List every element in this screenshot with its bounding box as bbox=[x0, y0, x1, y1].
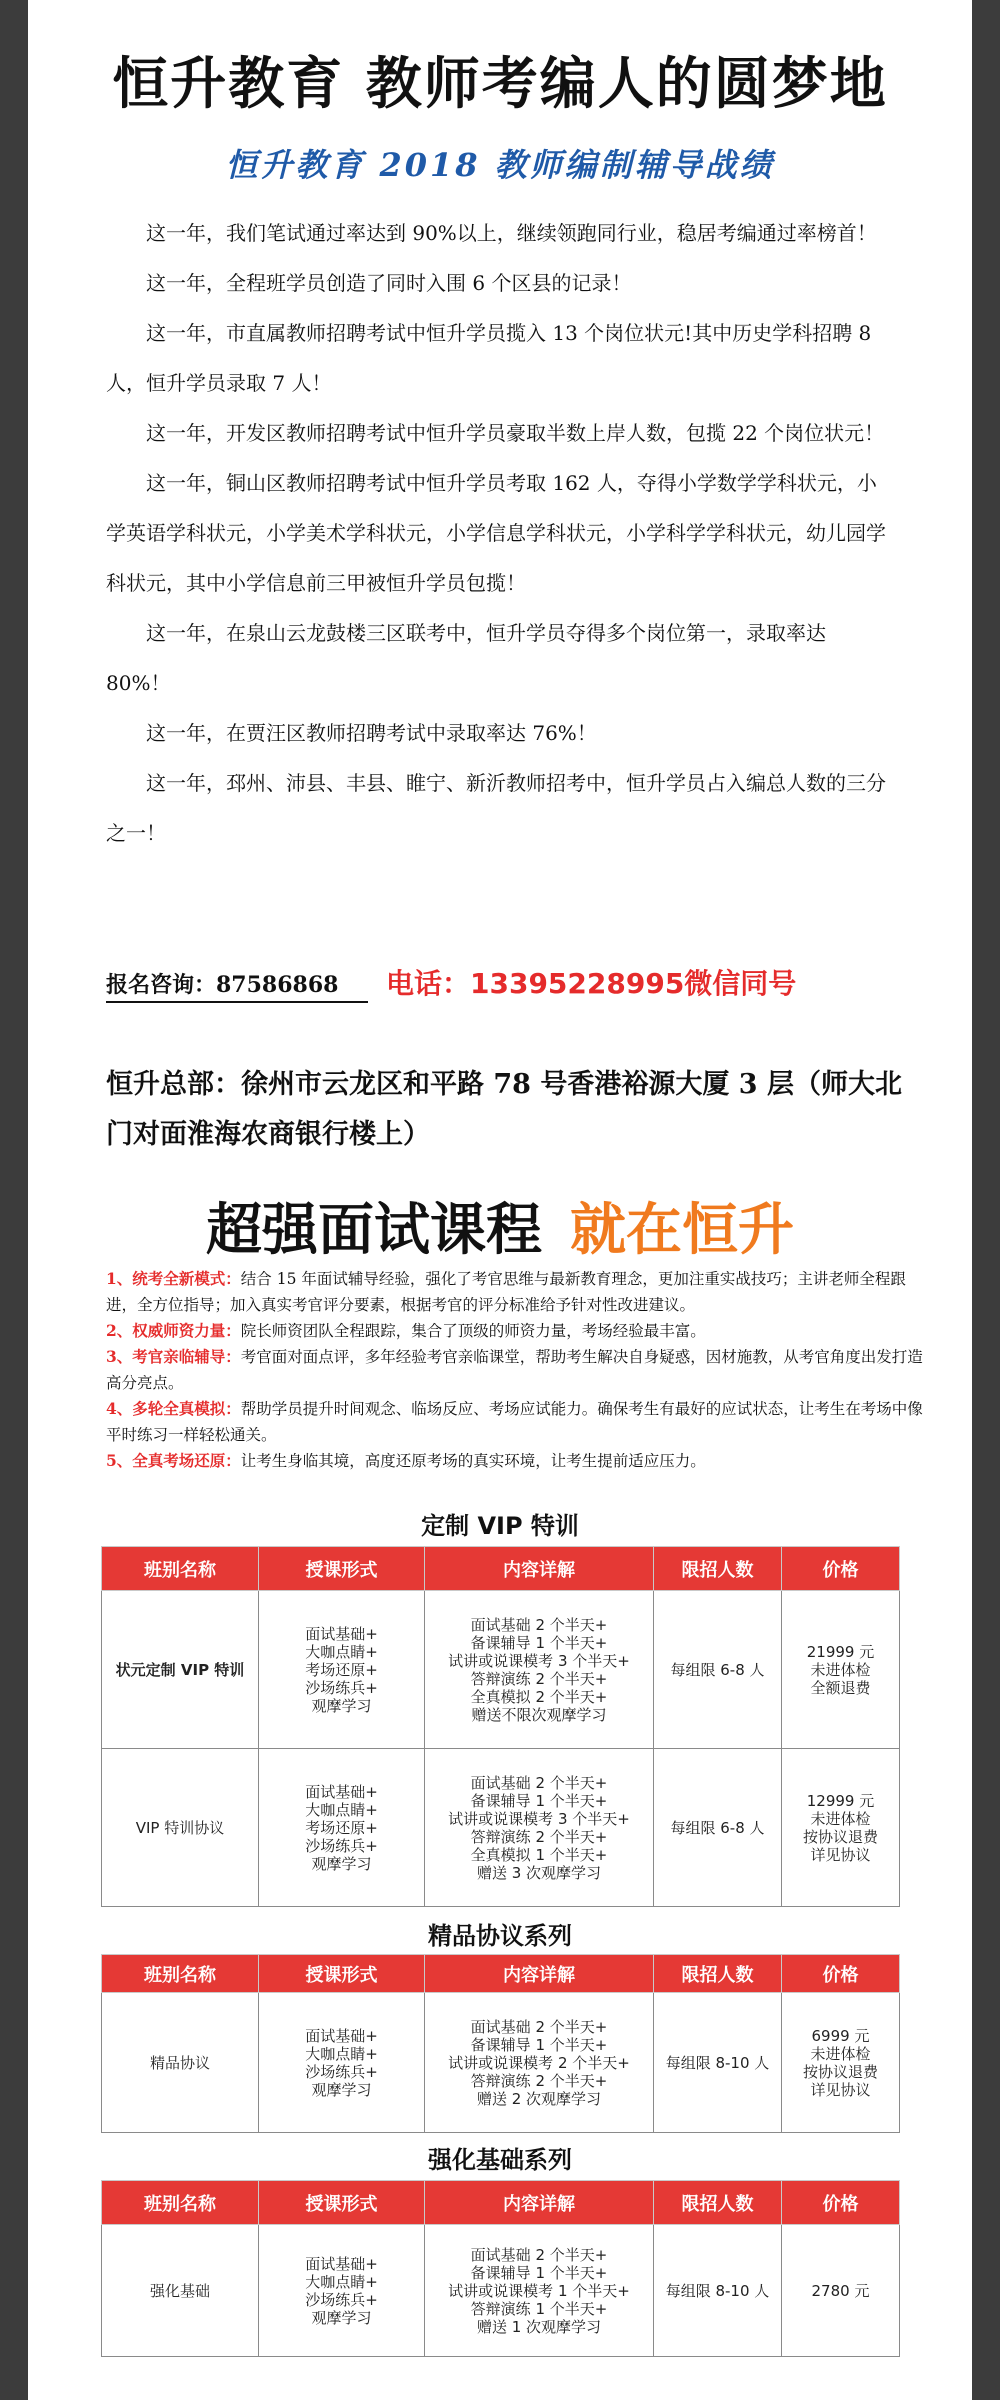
header-format: 授课形式 bbox=[259, 2181, 425, 2225]
table-header-row bbox=[102, 2181, 900, 2225]
price-table-premium bbox=[101, 1954, 900, 2133]
class-name-cell: VIP 特训协议 bbox=[102, 1749, 259, 1907]
feature-text: 考官面对面点评，多年经验考官亲临课堂，帮助考生解决自身疑惑，因材施教，从考官角度出发打造高分亮点。 bbox=[106, 1348, 923, 1392]
price-cell: 21999 元 未进体检 全额退费 bbox=[782, 1591, 900, 1749]
section-title-premium: 精品协议系列 bbox=[428, 1922, 572, 1950]
content-cell: 面试基础 2 个半天+ 备课辅导 1 个半天+ 试讲或说课模考 2 个半天+ 答辩演练 2 个半天+ 赠送 2 次观摩学习 bbox=[425, 1993, 654, 2133]
feature-name: 4、多轮全真模拟： bbox=[106, 1399, 241, 1418]
format-cell: 面试基础+ 大咖点睛+ 沙场练兵+ 观摩学习 bbox=[259, 2225, 425, 2357]
feature-item bbox=[106, 1266, 926, 1318]
feature-item bbox=[106, 1396, 926, 1448]
page-title: 恒升教育 教师考编人的圆梦地 bbox=[112, 52, 888, 117]
header-price: 价格 bbox=[782, 1955, 900, 1993]
feature-item bbox=[106, 1344, 926, 1396]
price-cell: 2780 元 bbox=[782, 2225, 900, 2357]
header-format: 授课形式 bbox=[259, 1955, 425, 1993]
feature-name: 5、全真考场还原： bbox=[106, 1451, 241, 1470]
table-row bbox=[102, 1749, 900, 1907]
table-row bbox=[102, 2225, 900, 2357]
content-cell: 面试基础 2 个半天+ 备课辅导 1 个半天+ 试讲或说课模考 3 个半天+ 答辩演练 2 个半天+ 全真模拟 2 个半天+ 赠送不限次观摩学习 bbox=[425, 1591, 654, 1749]
header-content: 内容详解 bbox=[425, 2181, 654, 2225]
section-title-vip: 定制 VIP 特训 bbox=[421, 1512, 579, 1540]
price-table-basic bbox=[101, 2180, 900, 2357]
content-cell: 面试基础 2 个半天+ 备课辅导 1 个半天+ 试讲或说课模考 1 个半天+ 答辩演练 1 个半天+ 赠送 1 次观摩学习 bbox=[425, 2225, 654, 2357]
achievement-paragraph: 这一年，全程班学员创造了同时入围 6 个区县的记录！ bbox=[146, 271, 632, 295]
page-subtitle: 恒升教育 2018 教师编制辅导战绩 bbox=[225, 146, 775, 184]
achievement-paragraph: 这一年，开发区教师招聘考试中恒升学员豪取半数上岸人数，包揽 22 个岗位状元！ bbox=[146, 421, 885, 445]
header-price: 价格 bbox=[782, 2181, 900, 2225]
limit-cell: 每组限 6-8 人 bbox=[654, 1749, 782, 1907]
table-row bbox=[102, 1993, 900, 2133]
price-table-vip bbox=[101, 1546, 900, 1907]
course-banner bbox=[28, 1186, 972, 1266]
header-class-name: 班别名称 bbox=[102, 1955, 259, 1993]
header-content: 内容详解 bbox=[425, 1955, 654, 1993]
class-name-cell: 强化基础 bbox=[102, 2225, 259, 2357]
limit-cell: 每组限 8-10 人 bbox=[654, 2225, 782, 2357]
price-cell: 6999 元 未进体检 按协议退费 详见协议 bbox=[782, 1993, 900, 2133]
table-row bbox=[102, 1591, 900, 1749]
feature-item bbox=[106, 1318, 926, 1344]
feature-text: 结合 15 年面试辅导经验，强化了考官思维与最新教育理念，更加注重实战技巧；主讲老师全程跟进，全方位指导；加入真实考官评分要素，根据考官的评分标准给予针对性改进建议。 bbox=[106, 1270, 906, 1314]
feature-text: 让考生身临其境，高度还原考场的真实环境，让考生提前适应压力。 bbox=[240, 1452, 706, 1470]
header-content: 内容详解 bbox=[425, 1547, 654, 1591]
table-header-row bbox=[102, 1547, 900, 1591]
contact-line bbox=[106, 962, 966, 1006]
phone-number: 电话：13395228995微信同号 bbox=[386, 967, 797, 1000]
feature-list bbox=[106, 1266, 926, 1474]
feature-text: 院长师资团队全程跟踪，集合了顶级的师资力量，考场经验最丰富。 bbox=[240, 1322, 706, 1340]
feature-item bbox=[106, 1448, 926, 1474]
header-class-name: 班别名称 bbox=[102, 1547, 259, 1591]
poster-page bbox=[28, 0, 972, 2400]
price-cell: 12999 元 未进体检 按协议退费 详见协议 bbox=[782, 1749, 900, 1907]
achievement-paragraph: 这一年，我们笔试通过率达到 90%以上，继续领跑同行业，稳居考编通过率榜首！ bbox=[146, 221, 877, 245]
limit-cell: 每组限 6-8 人 bbox=[654, 1591, 782, 1749]
header-limit: 限招人数 bbox=[654, 2181, 782, 2225]
feature-name: 2、权威师资力量： bbox=[106, 1321, 241, 1340]
format-cell: 面试基础+ 大咖点睛+ 沙场练兵+ 观摩学习 bbox=[259, 1993, 425, 2133]
header-price: 价格 bbox=[782, 1547, 900, 1591]
content-cell: 面试基础 2 个半天+ 备课辅导 1 个半天+ 试讲或说课模考 3 个半天+ 答辩演练 2 个半天+ 全真模拟 1 个半天+ 赠送 3 次观摩学习 bbox=[425, 1749, 654, 1907]
table-header-row bbox=[102, 1955, 900, 1993]
course-banner-left: 超强面试课程 bbox=[206, 1198, 542, 1263]
header-format: 授课形式 bbox=[259, 1547, 425, 1591]
achievement-paragraph: 这一年，市直属教师招聘考试中恒升学员揽入 13 个岗位状元!其中历史学科招聘 8 人，恒升学员录取 7 人！ bbox=[106, 321, 872, 395]
section-title-basic: 强化基础系列 bbox=[428, 2146, 572, 2174]
achievement-paragraph: 这一年，铜山区教师招聘考试中恒升学员考取 162 人，夺得小学数学学科状元，小学英语学科状元，小学美术学科状元，小学信息学科状元，小学科学学科状元，幼儿园学科状元，其中小学信息前三甲被恒升学员包揽！ bbox=[106, 471, 886, 595]
format-cell: 面试基础+ 大咖点睛+ 考场还原+ 沙场练兵+ 观摩学习 bbox=[259, 1591, 425, 1749]
course-banner-right: 就在恒升 bbox=[570, 1198, 794, 1263]
class-name-cell: 状元定制 VIP 特训 bbox=[102, 1591, 259, 1749]
achievement-paragraph: 这一年，邳州、沛县、丰县、睢宁、新沂教师招考中，恒升学员占入编总人数的三分之一！ bbox=[106, 771, 886, 845]
feature-name: 3、考官亲临辅导： bbox=[106, 1347, 241, 1366]
feature-name: 1、统考全新模式： bbox=[106, 1269, 241, 1288]
achievement-paragraph: 这一年，在泉山云龙鼓楼三区联考中，恒升学员夺得多个岗位第一，录取率达 80%！ bbox=[106, 621, 826, 695]
headquarters-address: 恒升总部：徐州市云龙区和平路 78 号香港裕源大厦 3 层（师大北门对面淮海农商银行楼上） bbox=[106, 1069, 902, 1150]
achievement-paragraph: 这一年，在贾汪区教师招聘考试中录取率达 76%！ bbox=[146, 721, 597, 745]
header-class-name: 班别名称 bbox=[102, 2181, 259, 2225]
header-limit: 限招人数 bbox=[654, 1955, 782, 1993]
consult-number: 报名咨询：87586868 bbox=[106, 968, 368, 1003]
format-cell: 面试基础+ 大咖点睛+ 考场还原+ 沙场练兵+ 观摩学习 bbox=[259, 1749, 425, 1907]
feature-text: 帮助学员提升时间观念、临场反应、考场应试能力。确保考生有最好的应试状态，让考生在考场中像平时练习一样轻松通关。 bbox=[106, 1400, 923, 1444]
header-limit: 限招人数 bbox=[654, 1547, 782, 1591]
class-name-cell: 精品协议 bbox=[102, 1993, 259, 2133]
limit-cell: 每组限 8-10 人 bbox=[654, 1993, 782, 2133]
achievements-list bbox=[106, 208, 896, 858]
